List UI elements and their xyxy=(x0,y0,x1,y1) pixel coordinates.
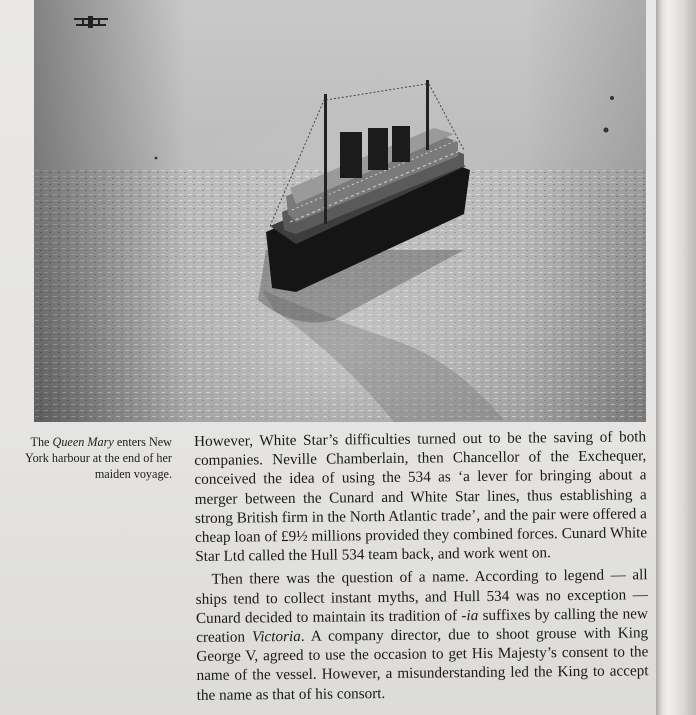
caption-suffix: enters New York harbour at the end of her maiden voyage. xyxy=(24,435,172,481)
caption-prefix: The xyxy=(30,435,53,449)
body-text xyxy=(194,427,649,705)
paragraph-text: . A company director, due to shoot grouse with King George V, agreed to use the occasion to get His Majesty’s consent to the name of the vessel. However, a misunderstanding led the King to accept the name as that of his consort. xyxy=(196,624,649,704)
suffix-ia: -ia xyxy=(461,606,479,625)
name-victoria: Victoria xyxy=(252,627,301,646)
adjacent-page-edge xyxy=(656,0,696,715)
paragraph-text: However, White Star’s difficulties turned out to be the saving of both companies. Neville Chamberlain, then Chancellor of the Exchequer, conceived the idea of using the 534 as ‘a lever for bringing about a merger between the Cunard and White Star lines, thus establishing a strong British firm in the North Atlantic trade’, and the pair were offered a cheap loan of £9½ millions provided they combined forces. Cunard White Star Ltd called the Hull 534 team back, and work went on. xyxy=(194,428,648,566)
paragraph-1 xyxy=(194,427,647,566)
paragraph-2 xyxy=(195,566,648,705)
caption-ship-name: Queen Mary xyxy=(52,435,114,449)
queen-mary-photo-image xyxy=(34,0,646,422)
paragraph-text: Then there was the question of a name. According to legend — all ships tend to collect instant myths, and Hull 534 was no exception — Cunard decided to maintain its tradition of xyxy=(195,566,648,627)
paragraph-text: suffixes by calling the new creation xyxy=(196,605,649,647)
photo-caption xyxy=(22,434,172,482)
page-gutter-shadow xyxy=(656,0,662,715)
ship-photograph xyxy=(34,0,646,422)
